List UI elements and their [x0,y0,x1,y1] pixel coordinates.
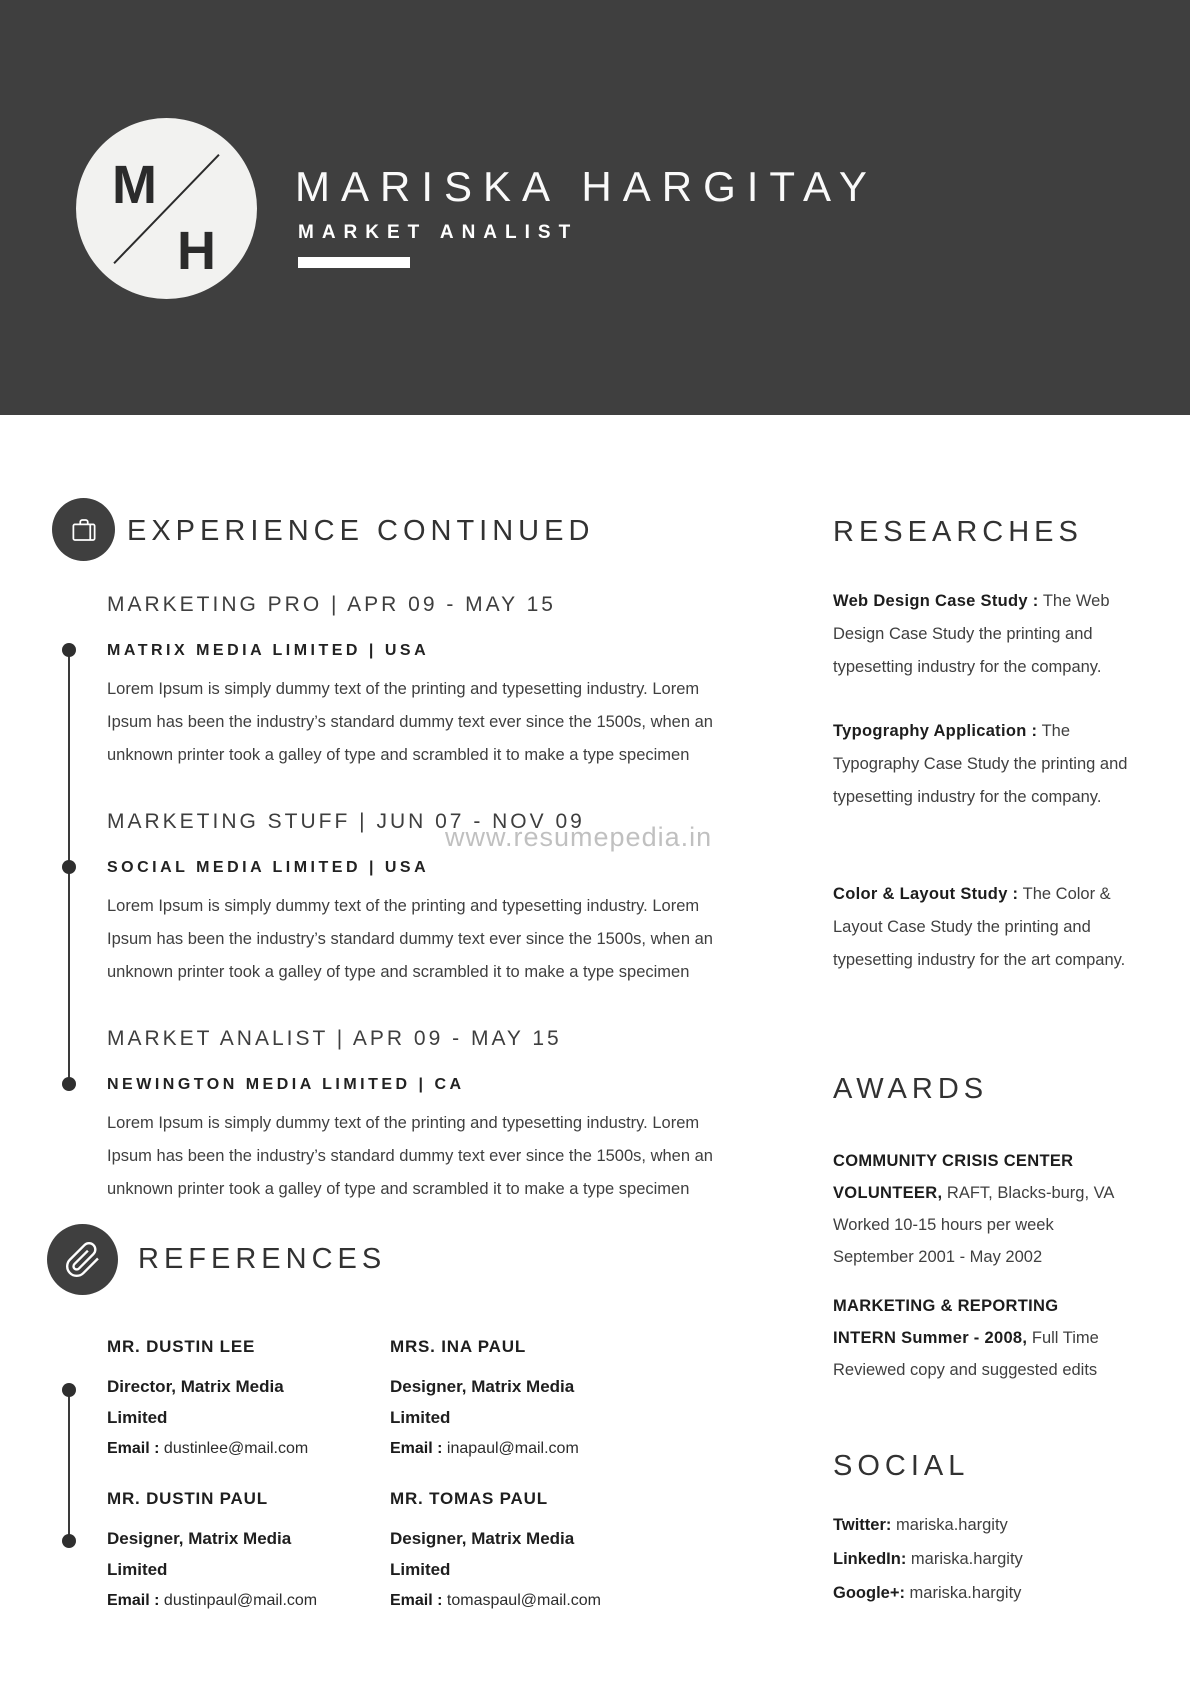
timeline-dot [62,643,76,657]
reference-role: Designer, Matrix Media Limited [390,1377,575,1427]
award-title: MARKETING & REPORTING INTERN Summer - 2008, [833,1297,1059,1347]
job-company: NEWINGTON MEDIA LIMITED | CA [107,1076,465,1093]
award-line: September 2001 - May 2002 [833,1248,1043,1266]
research-item [833,878,1143,977]
logo-initial-bottom: H [177,221,216,281]
social-section-heading: SOCIAL [833,1450,970,1482]
reference-email [390,1585,615,1616]
reference-name: MR. DUSTIN LEE [107,1337,256,1356]
award-line: Reviewed copy and suggested edits [833,1361,1098,1379]
research-item [833,715,1143,814]
job-company: MATRIX MEDIA LIMITED | USA [107,642,430,659]
timeline-dot [62,1077,76,1091]
person-name: MARISKA HARGITAY [295,163,878,210]
job-description: Lorem Ipsum is simply dummy text of the printing and typesetting industry. Lorem Ipsum has been the industry’s standard dummy text ever since the 1500s, when an unknown printer took a galley of type and scrambled it to make a type specimen [107,897,713,981]
research-text: The Typography Case Study the printing and typesetting industry for the company. [833,722,1128,806]
research-title: Typography Application : [833,722,1038,740]
timeline-dot [62,1383,76,1397]
awards-section-heading: AWARDS [833,1073,989,1105]
social-value: mariska.hargity [906,1550,1023,1568]
reference-role: Director, Matrix Media Limited [107,1377,284,1427]
job-title: MARKET ANALIST | APR 09 - MAY 15 [107,1027,562,1050]
briefcase-icon [52,498,115,561]
job-company: SOCIAL MEDIA LIMITED | USA [107,859,430,876]
email-label: Email : [390,1440,443,1457]
social-value: mariska.hargity [904,1584,1022,1602]
social-linkedin [833,1550,1023,1569]
reference-name: MR. TOMAS PAUL [390,1489,548,1508]
email-address: tomaspaul@mail.com [446,1592,601,1609]
reference-email [107,1585,332,1616]
research-text: The Web Design Case Study the printing and typesetting industry for the company. [833,592,1110,676]
social-label: Twitter: [833,1516,892,1534]
researches-section-heading: RESEARCHES [833,516,1083,548]
logo-initial-top: M [112,155,157,215]
reference-name: MR. DUSTIN PAUL [107,1489,268,1508]
experience-entry [107,593,742,772]
email-label: Email : [107,1592,160,1609]
award-detail: Full Time [1027,1329,1099,1347]
job-title: MARKETING PRO | APR 09 - MAY 15 [107,593,556,616]
social-value: mariska.hargity [891,1516,1008,1534]
reference-card [390,1489,615,1609]
timeline-dot [62,1534,76,1548]
social-googleplus [833,1584,1021,1603]
award-line: Worked 10-15 hours per week [833,1216,1054,1234]
award-item [833,1145,1163,1273]
research-title: Color & Layout Study : [833,885,1019,903]
reference-card [107,1489,332,1609]
email-address: dustinlee@mail.com [163,1440,309,1457]
award-title: COMMUNITY CRISIS CENTER VOLUNTEER, [833,1152,1074,1202]
email-label: Email : [390,1592,443,1609]
references-timeline-line [68,1390,70,1541]
email-address: dustinpaul@mail.com [163,1592,318,1609]
person-job-title: MARKET ANALIST [298,222,579,243]
reference-name: MRS. INA PAUL [390,1337,527,1356]
job-description: Lorem Ipsum is simply dummy text of the printing and typesetting industry. Lorem Ipsum has been the industry’s standard dummy text ever since the 1500s, when an unknown printer took a galley of type and scrambled it to make a type specimen [107,680,713,764]
reference-role: Designer, Matrix Media Limited [390,1529,575,1579]
reference-card [390,1337,615,1457]
title-underline-bar [298,257,410,268]
site-watermark: www.resumepedia.in [445,822,713,852]
email-address: inapaul@mail.com [446,1440,579,1457]
header-banner [0,0,1190,415]
job-description: Lorem Ipsum is simply dummy text of the printing and typesetting industry. Lorem Ipsum has been the industry’s standard dummy text ever since the 1500s, when an unknown printer took a galley of type and scrambled it to make a type specimen [107,1114,713,1198]
research-text: The Color & Layout Case Study the printing and typesetting industry for the art company. [833,885,1126,969]
job-title: MARKETING STUFF | JUN 07 - NOV 09 [107,810,585,833]
social-label: LinkedIn: [833,1550,907,1568]
award-item [833,1290,1118,1386]
references-section-heading: REFERENCES [138,1243,387,1275]
award-detail: RAFT, Blacks-burg, VA [942,1184,1115,1202]
experience-section-heading: EXPERIENCE CONTINUED [127,515,595,547]
timeline-dot [62,860,76,874]
reference-role: Designer, Matrix Media Limited [107,1529,292,1579]
reference-card [107,1337,332,1457]
research-item [833,585,1143,684]
research-title: Web Design Case Study : [833,592,1039,610]
reference-email [107,1433,332,1464]
reference-email [390,1433,615,1464]
social-label: Google+: [833,1584,905,1602]
experience-entry [107,1027,742,1206]
email-label: Email : [107,1440,160,1457]
paperclip-icon [47,1224,118,1295]
monogram-logo [76,118,257,299]
social-twitter [833,1516,1008,1535]
